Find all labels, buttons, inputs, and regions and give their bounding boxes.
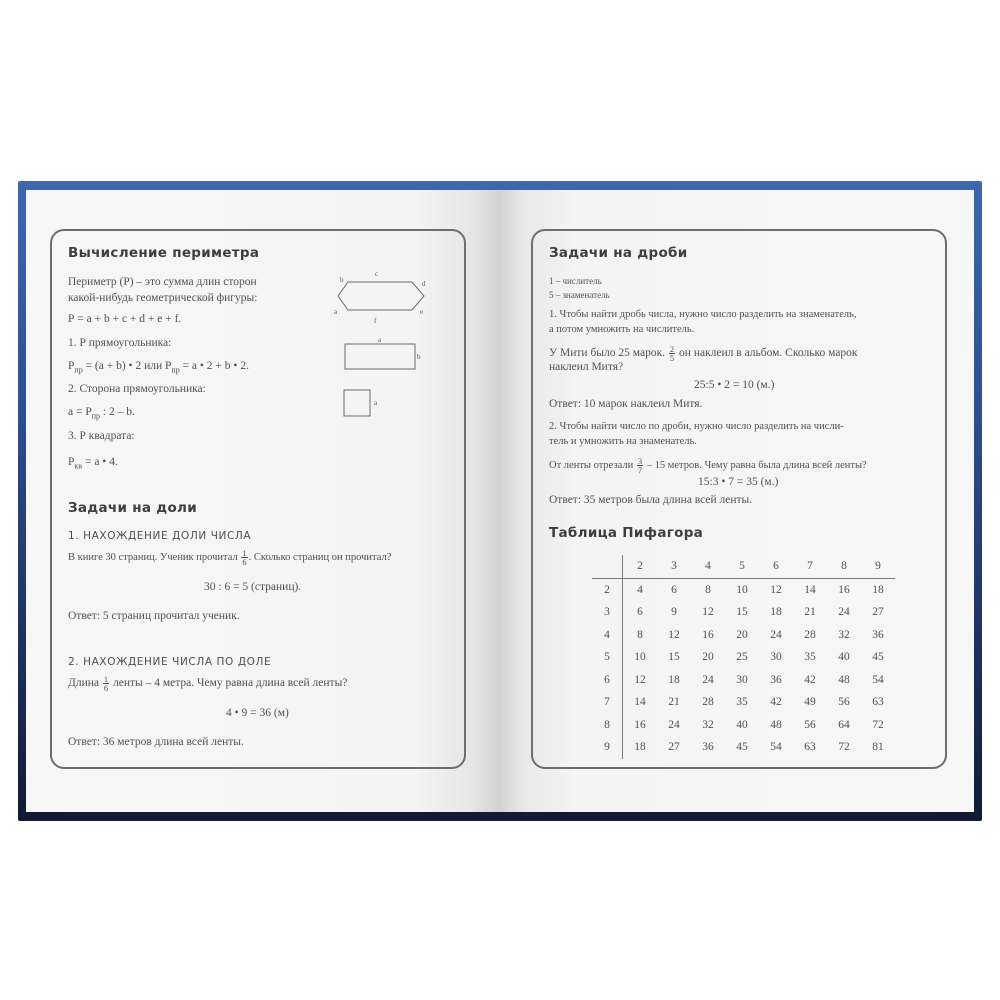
pythagoras-cell: 36 <box>702 741 714 754</box>
square-label-a: a <box>374 399 378 407</box>
pythagoras-cell: 20 <box>702 651 714 664</box>
pythagoras-cell: 42 <box>770 696 782 709</box>
hexagon-label-b: b <box>340 276 344 284</box>
pythagoras-cell: 28 <box>804 628 816 641</box>
perimeter-formula: Р = a + b + c + d + e + f. <box>68 313 182 325</box>
pythagoras-cell: 81 <box>872 741 884 754</box>
pythagoras-row-header: 8 <box>592 714 623 737</box>
pythagoras-cell: 48 <box>838 673 850 686</box>
pythagoras-cell: 25 <box>736 651 748 664</box>
pythagoras-cell: 21 <box>804 606 816 619</box>
rectangle-figure <box>336 335 428 377</box>
pythagoras-cell: 63 <box>872 696 884 709</box>
pythagoras-cell: 24 <box>702 673 714 686</box>
numerator-label: 1 – числитель <box>549 276 602 286</box>
pythagoras-cell: 40 <box>838 651 850 664</box>
pythagoras-cell: 56 <box>804 718 816 731</box>
pythagoras-table <box>592 555 895 759</box>
fractions-problem-1-line1: У Мити было 25 марок. $\frac{2}{5}$ он наклеил в альбом. Сколько марок <box>549 344 858 363</box>
pythagoras-cell: 72 <box>872 718 884 731</box>
shares-answer-2: Ответ: 36 метров длина всей ленты. <box>68 736 244 748</box>
hexagon-figure <box>328 266 440 326</box>
fractions-title: Задачи на дроби <box>549 245 688 261</box>
fractions-rule-2-line1: 2. Чтобы найти число по дроби, нужно число разделить на числи- <box>549 421 844 432</box>
pythagoras-row <box>592 624 895 647</box>
fractions-answer-2: Ответ: 35 метров была длина всей ленты. <box>549 494 753 506</box>
pythagoras-cell: 72 <box>838 741 850 754</box>
fractions-rule-2-line2: тель и умножить на знаменатель. <box>549 436 697 447</box>
pythagoras-row <box>592 669 895 692</box>
pythagoras-cell: 32 <box>838 628 850 641</box>
pythagoras-cell: 24 <box>838 606 850 619</box>
pythagoras-cell: 45 <box>872 651 884 664</box>
fractions-calculation-1: 25:5 • 2 = 10 (м.) <box>694 379 775 391</box>
hexagon-label-e: e <box>420 308 424 316</box>
hexagon-label-c: c <box>375 270 379 278</box>
pythagoras-cell: 27 <box>872 606 884 619</box>
pythagoras-cell: 30 <box>736 673 748 686</box>
square-figure <box>340 386 388 420</box>
pythagoras-col-header: 5 <box>725 555 759 578</box>
pythagoras-cell: 35 <box>804 651 816 664</box>
pythagoras-cell: 54 <box>770 741 782 754</box>
pythagoras-cell: 36 <box>770 673 782 686</box>
perimeter-title: Вычисление периметра <box>68 245 260 261</box>
hexagon-label-f: f <box>374 317 377 325</box>
pythagoras-cell: 24 <box>770 628 782 641</box>
pythagoras-cell: 45 <box>736 741 748 754</box>
pythagoras-cell: 63 <box>804 741 816 754</box>
pythagoras-cell: 16 <box>634 718 646 731</box>
pythagoras-cell: 30 <box>770 651 782 664</box>
pythagoras-cell: 40 <box>736 718 748 731</box>
pythagoras-cell: 21 <box>668 696 680 709</box>
pythagoras-col-header: 8 <box>827 555 861 578</box>
pythagoras-corner-cell <box>592 555 623 578</box>
pythagoras-row <box>592 578 895 601</box>
pythagoras-cell: 24 <box>668 718 680 731</box>
fractions-rule-1-line1: 1. Чтобы найти дробь числа, нужно число разделить на знаменатель, <box>549 309 857 320</box>
pythagoras-cell: 32 <box>702 718 714 731</box>
pythagoras-cell: 12 <box>702 606 714 619</box>
pythagoras-cell: 10 <box>736 583 748 596</box>
fractions-answer-1: Ответ: 10 марок наклеил Митя. <box>549 398 703 410</box>
shares-calculation-1: 30 : 6 = 5 (страниц). <box>204 581 302 593</box>
rectangle-side-title: 2. Сторона прямоугольника: <box>68 383 206 395</box>
hexagon-label-d: d <box>422 280 426 288</box>
pythagoras-cell: 16 <box>838 583 850 596</box>
pythagoras-col-header: 2 <box>623 555 658 578</box>
fractions-calculation-2: 15:3 • 7 = 35 (м.) <box>698 476 779 488</box>
perimeter-definition-line1: Периметр (Р) – это сумма длин сторон <box>68 276 257 288</box>
pythagoras-cell: 36 <box>872 628 884 641</box>
square-perimeter-formula: $Р_{кв} = a$ • 4. <box>68 456 118 471</box>
pythagoras-cell: 4 <box>637 583 643 596</box>
shares-subtitle-1: 1. НАХОЖДЕНИЕ ДОЛИ ЧИСЛА <box>68 530 252 542</box>
pythagoras-cell: 15 <box>736 606 748 619</box>
pythagoras-cell: 35 <box>736 696 748 709</box>
shares-problem-2-fraction: $\frac{1}{6}$ <box>103 674 109 693</box>
pythagoras-col-header: 3 <box>657 555 691 578</box>
fractions-rule-1-line2: а потом умножить на числитель. <box>549 324 695 335</box>
rectangle-side-formula: $a = Р_{пр}$ : 2 – b. <box>68 406 135 421</box>
fractions-problem-1-line2: наклеил Митя? <box>549 361 624 373</box>
pythagoras-cell: 8 <box>637 628 643 641</box>
pythagoras-row <box>592 736 895 759</box>
pythagoras-header-row <box>592 555 895 578</box>
shares-answer-1: Ответ: 5 страниц прочитал ученик. <box>68 610 240 622</box>
pythagoras-cell: 18 <box>872 583 884 596</box>
pythagoras-cell: 6 <box>637 606 643 619</box>
pythagoras-row <box>592 714 895 737</box>
fractions-problem-1-fraction: $\frac{2}{5}$ <box>669 344 675 363</box>
pythagoras-cell: 20 <box>736 628 748 641</box>
shares-calculation-2: 4 • 9 = 36 (м) <box>226 707 289 719</box>
pythagoras-row-header: 6 <box>592 669 623 692</box>
pythagoras-cell: 6 <box>671 583 677 596</box>
pythagoras-cell: 10 <box>634 651 646 664</box>
pythagoras-cell: 12 <box>770 583 782 596</box>
pythagoras-row <box>592 691 895 714</box>
pythagoras-cell: 14 <box>634 696 646 709</box>
pythagoras-cell: 15 <box>668 651 680 664</box>
shares-title: Задачи на доли <box>68 500 198 516</box>
rectangle-label-b: b <box>417 353 421 361</box>
fractions-problem-2-fraction: $\frac{3}{7}$ <box>637 456 643 475</box>
shares-problem-2: Длина $\frac{1}{6}$ ленты – 4 метра. Чему равна длина всей ленты? <box>68 674 348 693</box>
shares-problem-1: В книге 30 страниц. Ученик прочитал $\frac{1}{6}$ . Сколько страниц он прочитал? <box>68 548 392 567</box>
pythagoras-cell: 27 <box>668 741 680 754</box>
pythagoras-cell: 48 <box>770 718 782 731</box>
pythagoras-row-header: 2 <box>592 578 623 601</box>
pythagoras-cell: 56 <box>838 696 850 709</box>
pythagoras-col-header: 4 <box>691 555 725 578</box>
pythagoras-cell: 18 <box>668 673 680 686</box>
pythagoras-cell: 9 <box>671 606 677 619</box>
pythagoras-cell: 14 <box>804 583 816 596</box>
pythagoras-row-header: 5 <box>592 646 623 669</box>
fractions-problem-2: От ленты отрезали $\frac{3}{7}$ – 15 метров. Чему равна была длина всей ленты? <box>549 456 867 475</box>
pythagoras-title: Таблица Пифагора <box>549 525 704 541</box>
pythagoras-cell: 49 <box>804 696 816 709</box>
pythagoras-cell: 54 <box>872 673 884 686</box>
pythagoras-row-header: 9 <box>592 736 623 759</box>
pythagoras-cell: 18 <box>634 741 646 754</box>
rectangle-perimeter-formula: $Р_{пр} = (a + b)$ • 2 или $Р_{пр} = a$ • 2 + b • 2. <box>68 360 249 375</box>
pythagoras-cell: 42 <box>804 673 816 686</box>
denominator-label: 5 – знаменатель <box>549 290 610 300</box>
pythagoras-row <box>592 646 895 669</box>
pythagoras-cell: 28 <box>702 696 714 709</box>
pythagoras-cell: 16 <box>702 628 714 641</box>
square-perimeter-title: 3. Р квадрата: <box>68 430 135 442</box>
pythagoras-cell: 18 <box>770 606 782 619</box>
shares-problem-1-fraction: $\frac{1}{6}$ <box>242 548 247 567</box>
pythagoras-col-header: 6 <box>759 555 793 578</box>
pythagoras-row-header: 4 <box>592 624 623 647</box>
pythagoras-row <box>592 601 895 624</box>
pythagoras-cell: 64 <box>838 718 850 731</box>
pythagoras-cell: 8 <box>705 583 711 596</box>
shares-subtitle-2: 2. НАХОЖДЕНИЕ ЧИСЛА ПО ДОЛЕ <box>68 656 272 668</box>
rectangle-perimeter-title: 1. Р прямоугольника: <box>68 337 172 349</box>
pythagoras-row-header: 7 <box>592 691 623 714</box>
hexagon-label-a: a <box>334 308 338 316</box>
rectangle-label-a: a <box>378 336 382 344</box>
pythagoras-col-header: 7 <box>793 555 827 578</box>
pythagoras-col-header: 9 <box>861 555 895 578</box>
pythagoras-cell: 12 <box>634 673 646 686</box>
pythagoras-cell: 12 <box>668 628 680 641</box>
pythagoras-row-header: 3 <box>592 601 623 624</box>
perimeter-definition-line2: какой-нибудь геометрической фигуры: <box>68 292 258 304</box>
